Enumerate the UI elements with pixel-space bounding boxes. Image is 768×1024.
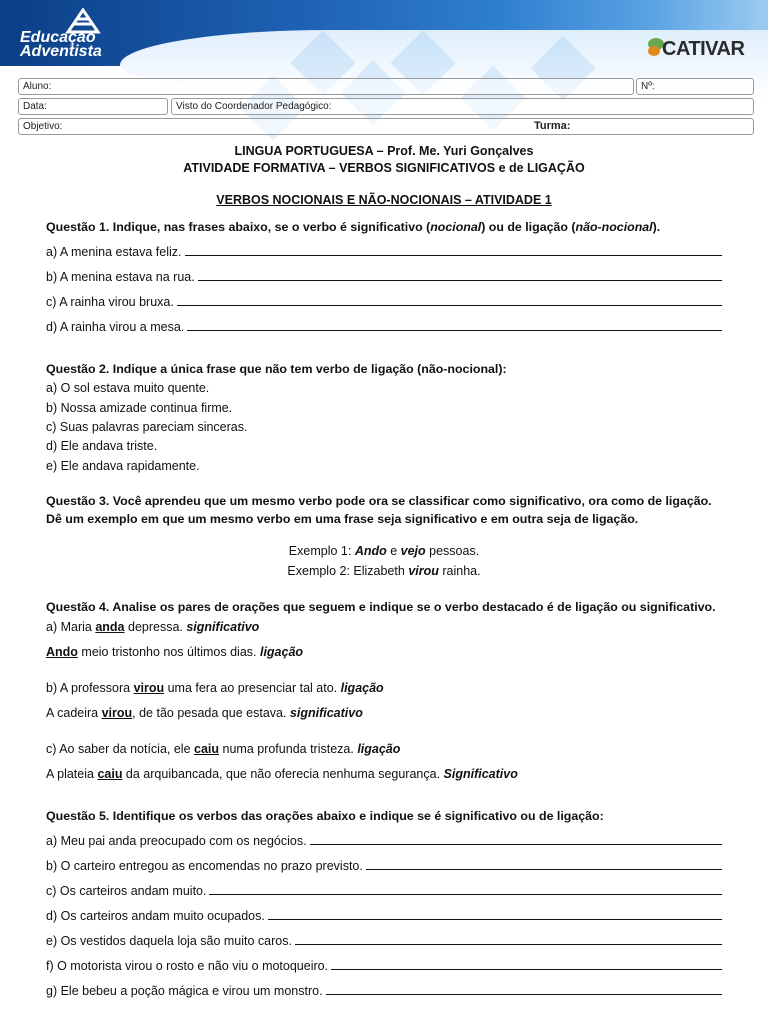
data-label: Data:	[23, 101, 47, 112]
q1-suffix: ).	[652, 220, 661, 234]
section-title: VERBOS NOCIONAIS E NÃO-NOCIONAIS – ATIVIDADE 1	[216, 193, 552, 207]
cativar-logo	[646, 34, 764, 66]
answer-blank[interactable]	[177, 295, 722, 306]
turma-label: Turma:	[534, 120, 571, 132]
q3-title-line2: Dê um exemplo em que um mesmo verbo em uma frase seja significativo e em outra seja de ligação.	[46, 512, 639, 526]
q5-item	[46, 859, 722, 873]
logo-line1: Educação	[20, 29, 96, 46]
aluno-field[interactable]	[18, 78, 634, 95]
q4-b1-post: uma fera ao presenciar tal ato.	[164, 681, 341, 695]
answer-blank[interactable]	[331, 959, 722, 970]
visto-label: Visto do Coordenador Pedagógico:	[176, 101, 332, 112]
q1-item	[46, 270, 722, 284]
q1-item-text: b) A menina estava na rua.	[46, 270, 195, 284]
q5-item-text: g) Ele bebeu a poção mágica e virou um monstro.	[46, 984, 323, 998]
aluno-label: Aluno:	[23, 81, 52, 92]
q4-b2-verb: virou	[101, 706, 133, 720]
data-field[interactable]	[18, 98, 168, 115]
q3-example1	[0, 544, 768, 558]
q3-ex1-label: Exemplo 1:	[288, 544, 355, 558]
answer-blank[interactable]	[310, 834, 722, 845]
q3-example2	[0, 564, 768, 578]
q4-a1-answer: significativo	[186, 620, 260, 634]
q4-a2-answer: ligação	[259, 645, 304, 659]
q4-a2-verb: Ando	[46, 645, 78, 659]
numero-label: Nº:	[641, 81, 655, 92]
q3-ex1-rest: pessoas.	[425, 544, 480, 558]
q5-title: Questão 5. Identifique os verbos das orações abaixo e indique se é significativo ou de ligação:	[46, 809, 604, 823]
q4-a1-pre: a) Maria	[46, 620, 96, 634]
q4-b2-answer: significativo	[289, 706, 363, 720]
cativar-text: CATIVAR	[662, 38, 745, 60]
answer-blank[interactable]	[198, 270, 722, 281]
logo-line2: Adventista	[20, 43, 102, 60]
q3-ex1-verb1: Ando	[354, 544, 387, 558]
answer-blank[interactable]	[268, 909, 722, 920]
q4-b1-answer: ligação	[340, 681, 384, 695]
q4-b1-pre: b) A professora	[46, 681, 134, 695]
q1-title	[46, 220, 722, 234]
q4-a2-post: meio tristonho nos últimos dias.	[77, 645, 260, 659]
q1-item-text: a) A menina estava feliz.	[46, 245, 182, 259]
q4-c1-post: numa profunda tristeza.	[219, 742, 358, 756]
q3-ex2-verb: virou	[408, 564, 439, 578]
answer-blank[interactable]	[209, 884, 722, 895]
q4-a1	[46, 620, 722, 634]
answer-blank[interactable]	[366, 859, 722, 870]
answer-blank[interactable]	[187, 320, 722, 331]
q3-ex2-rest: rainha.	[438, 564, 481, 578]
q3-title-line1: Questão 3. Você aprendeu que um mesmo verbo pode ora se classificar como significativo, ora como de ligação.	[46, 494, 712, 508]
q4-title: Questão 4. Analise os pares de orações que seguem e indique se o verbo destacado é de ligação ou significativo.	[46, 600, 716, 614]
objetivo-label: Objetivo:	[23, 121, 63, 132]
q3-ex1-verb2: vejo	[400, 544, 426, 558]
q1-item	[46, 320, 722, 334]
q5-item-text: a) Meu pai anda preocupado com os negócios.	[46, 834, 307, 848]
q2-title: Questão 2. Indique a única frase que não tem verbo de ligação (não-nocional):	[46, 362, 507, 376]
visto-field[interactable]	[171, 98, 754, 115]
q4-c1-answer: ligação	[357, 742, 401, 756]
answer-blank[interactable]	[185, 245, 723, 256]
q5-item-text: d) Os carteiros andam muito ocupados.	[46, 909, 265, 923]
q5-item	[46, 934, 722, 948]
numero-field[interactable]	[636, 78, 754, 95]
q4-c1	[46, 742, 722, 756]
q2-option: e) Ele andava rapidamente.	[46, 459, 200, 473]
q1-item	[46, 295, 722, 309]
q5-item-text: f) O motorista virou o rosto e não viu o motoqueiro.	[46, 959, 329, 973]
objetivo-field[interactable]	[18, 118, 754, 135]
q4-c2	[46, 767, 722, 781]
q1-item-text: c) A rainha virou bruxa.	[46, 295, 174, 309]
q5-item-text: b) O carteiro entregou as encomendas no prazo previsto.	[46, 859, 363, 873]
q4-b2-post: , de tão pesada que estava.	[132, 706, 290, 720]
q4-c1-pre: c) Ao saber da notícia, ele	[46, 742, 195, 756]
q5-item	[46, 884, 722, 898]
q2-option: a) O sol estava muito quente.	[46, 381, 210, 395]
q1-term-nao-nocional: não-nocional	[575, 220, 653, 234]
q4-c1-verb: caiu	[194, 742, 220, 756]
subject-title: LINGUA PORTUGUESA – Prof. Me. Yuri Gonçalves	[234, 144, 534, 158]
q4-c2-post: da arquibancada, que não oferecia nenhuma segurança.	[122, 767, 444, 781]
answer-blank[interactable]	[326, 984, 722, 995]
educacao-adventista-logo	[20, 8, 140, 60]
q1-term-nocional: nocional	[430, 220, 482, 234]
q5-item-text: c) Os carteiros andam muito.	[46, 884, 207, 898]
q1-item-text: d) A rainha virou a mesa.	[46, 320, 185, 334]
q4-b2-pre: A cadeira	[46, 706, 102, 720]
q5-item	[46, 984, 722, 998]
q5-item	[46, 834, 722, 848]
q1-item	[46, 245, 722, 259]
q4-b1-verb: virou	[133, 681, 165, 695]
q4-c2-pre: A plateia	[46, 767, 98, 781]
q2-option: c) Suas palavras pareciam sinceras.	[46, 420, 248, 434]
header-banner	[0, 0, 768, 150]
q1-mid: ) ou de ligação (	[481, 220, 576, 234]
answer-blank[interactable]	[295, 934, 722, 945]
q3-ex1-conj: e	[386, 544, 401, 558]
q4-a2	[46, 645, 722, 659]
q4-c2-verb: caiu	[97, 767, 123, 781]
q2-option: b) Nossa amizade continua firme.	[46, 401, 233, 415]
q4-b1	[46, 681, 722, 695]
q5-item	[46, 959, 722, 973]
q4-a1-post: depressa.	[124, 620, 187, 634]
q4-a1-verb: anda	[95, 620, 125, 634]
q2-option: d) Ele andava triste.	[46, 439, 158, 453]
q5-item	[46, 909, 722, 923]
q4-c2-answer: Significativo	[443, 767, 518, 781]
q1-prefix: Questão 1. Indique, nas frases abaixo, se o verbo é significativo (	[46, 220, 431, 234]
q4-b2	[46, 706, 722, 720]
activity-title: ATIVIDADE FORMATIVA – VERBOS SIGNIFICATIVOS e de LIGAÇÃO	[183, 161, 585, 175]
q5-item-text: e) Os vestidos daquela loja são muito caros.	[46, 934, 292, 948]
q3-ex2-label: Exemplo 2: Elizabeth	[287, 564, 409, 578]
